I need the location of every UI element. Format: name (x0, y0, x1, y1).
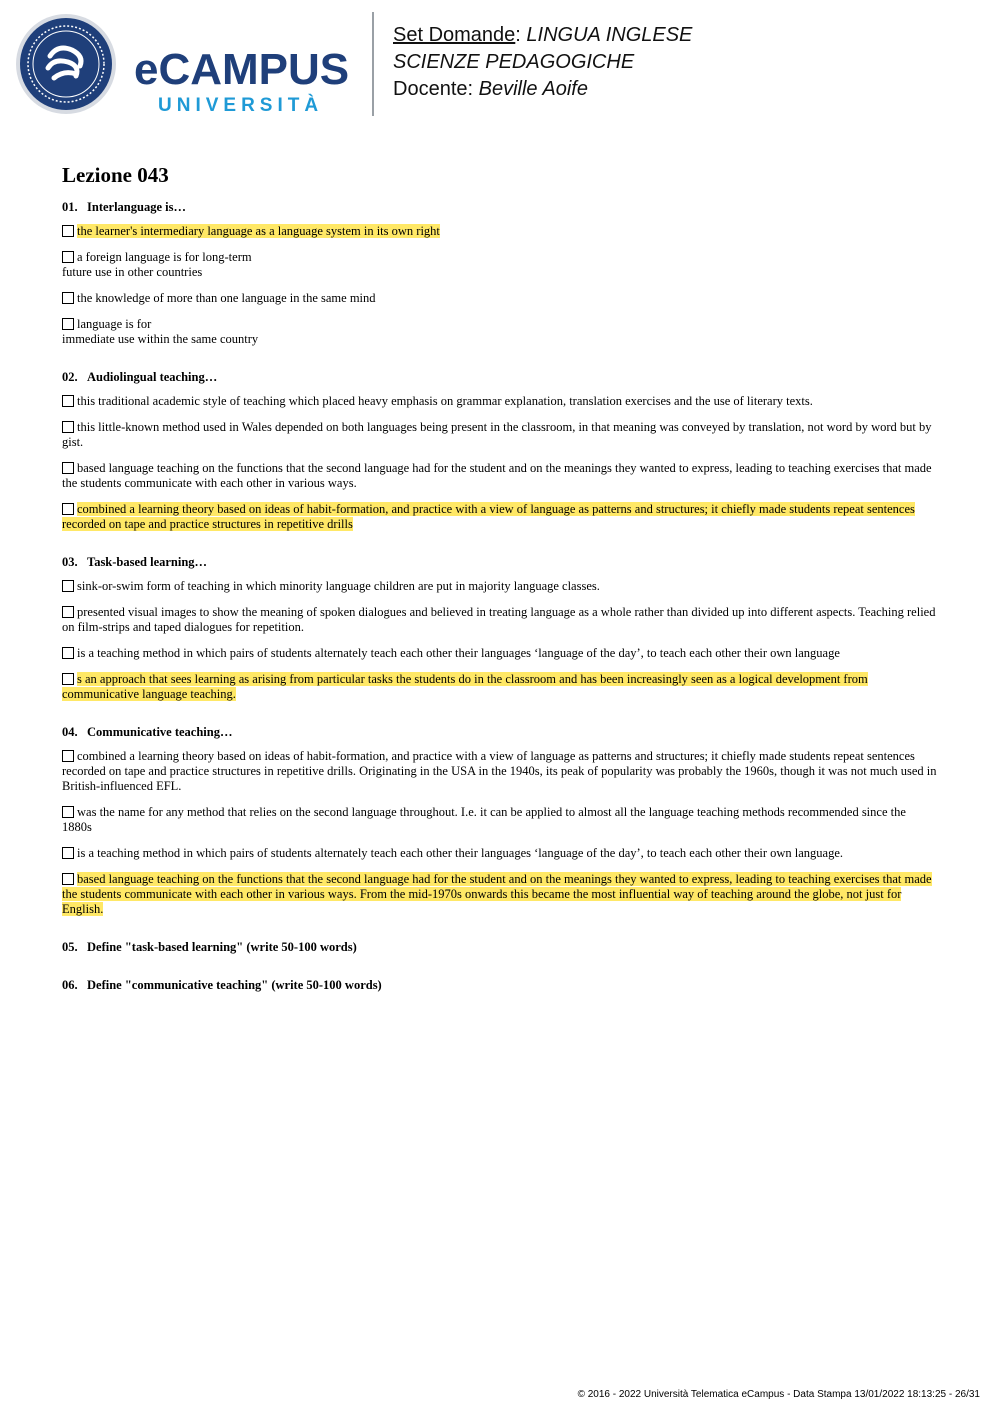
lesson-content (62, 163, 938, 1015)
course-name: SCIENZE PEDAGOGICHE (393, 51, 635, 73)
answer-text: the knowledge of more than one language in the same mind (77, 291, 376, 305)
answer-text: future use in other countries (62, 265, 203, 279)
answer-checkbox[interactable] (62, 503, 74, 515)
question-text: Define "task-based learning" (write 50-100 words) (87, 940, 357, 954)
question-text: Audiolingual teaching… (87, 370, 218, 384)
answer-option (62, 605, 938, 635)
question-text: Communicative teaching… (87, 725, 233, 739)
brand-name: eCAMPUS (134, 45, 350, 94)
brand-subtitle: UNIVERSITÀ (158, 95, 324, 116)
question-title (62, 199, 938, 215)
answer-text: combined a learning theory based on ideas of habit-formation, and practice with a view of language as patterns and structures; it chiefly made students repeat sentences recorded on tape and practice structures in repetitive drills (62, 502, 915, 531)
teacher-name: Beville Aoife (478, 78, 588, 100)
answer-checkbox[interactable] (62, 673, 74, 685)
answer-text: combined a learning theory based on ideas of habit-formation, and practice with a view of language as patterns and structures; it chiefly made students repeat sentences recorded on tape and practice structures in repetitive drills. Originating in the USA in the 1940s, its peak of popularity was probably the 1960s, though it was not much used in British-influenced EFL. (62, 749, 937, 793)
answer-checkbox[interactable] (62, 292, 74, 304)
course-info (393, 22, 973, 103)
question-number: 01. (62, 200, 78, 214)
answer-text: based language teaching on the functions that the second language had for the student and on the meanings they wanted to express, leading to teaching exercises that made the students communicate with each other in various ways. (62, 461, 932, 490)
question-number: 05. (62, 940, 78, 954)
answer-text: immediate use within the same country (62, 332, 259, 346)
set-value: LINGUA INGLESE (526, 24, 693, 46)
answer-text: s an approach that sees learning as arising from particular tasks the students do in the classroom and has been increasingly seen as a logical development from communicative language teaching. (62, 672, 868, 701)
answer-text: language is for (77, 317, 152, 331)
answer-text: is a teaching method in which pairs of students alternately teach each other their languages ‘language of the day’, to teach each other their own language. (77, 846, 844, 860)
answer-text: is a teaching method in which pairs of students alternately teach each other their languages ‘language of the day’, to teach each other their own language (77, 646, 840, 660)
answer-option (62, 317, 938, 347)
answer-option (62, 805, 938, 835)
question-number: 04. (62, 725, 78, 739)
question-text: Define "communicative teaching" (write 50-100 words) (87, 978, 382, 992)
answer-text: this traditional academic style of teaching which placed heavy emphasis on grammar explanation, translation exercises and the use of literary texts. (77, 394, 813, 408)
answer-text: presented visual images to show the meaning of spoken dialogues and believed in treating language as a whole rather than divided up into different aspects. Teaching relied on film-strips and taped dialogues for repetition. (62, 605, 936, 634)
answer-checkbox[interactable] (62, 647, 74, 659)
answer-checkbox[interactable] (62, 806, 74, 818)
answer-option (62, 461, 938, 491)
answer-option (62, 672, 938, 702)
question-1 (62, 199, 938, 347)
answer-option (62, 224, 938, 239)
answer-option (62, 579, 938, 594)
answer-checkbox[interactable] (62, 225, 74, 237)
set-line (393, 22, 973, 49)
answer-option (62, 749, 938, 794)
answer-text: sink-or-swim form of teaching in which minority language children are put in majority language classes. (77, 579, 600, 593)
question-text: Task-based learning… (87, 555, 208, 569)
answer-option (62, 394, 938, 409)
answer-option (62, 420, 938, 450)
answer-option (62, 872, 938, 917)
question-text: Interlanguage is… (87, 200, 186, 214)
question-title (62, 724, 938, 740)
question-6 (62, 977, 938, 993)
header-divider (372, 12, 374, 116)
teacher-line (393, 76, 973, 103)
ecampus-logo (14, 12, 359, 120)
question-title (62, 554, 938, 570)
lesson-title: Lezione 043 (62, 163, 169, 187)
answer-checkbox[interactable] (62, 421, 74, 433)
question-5 (62, 939, 938, 955)
answer-text: a foreign language is for long-term (77, 250, 252, 264)
question-number: 06. (62, 978, 78, 992)
answer-option (62, 502, 938, 532)
question-3 (62, 554, 938, 702)
page-footer: © 2016 - 2022 Università Telematica eCampus - Data Stampa 13/01/2022 18:13:25 - 26/31 (577, 1389, 980, 1400)
university-seal-icon (14, 12, 118, 116)
question-title (62, 977, 938, 993)
answer-option (62, 250, 938, 280)
answer-text: based language teaching on the functions that the second language had for the student and on the meanings they wanted to express, leading to teaching exercises that made the students communicate with each other in various ways. From the mid-1970s onwards this became the most influential way of teaching around the globe, not just for English. (62, 872, 932, 916)
teacher-label: Docente: (393, 78, 474, 100)
answer-checkbox[interactable] (62, 318, 74, 330)
answer-option (62, 646, 938, 661)
answer-checkbox[interactable] (62, 395, 74, 407)
answer-option (62, 846, 938, 861)
question-2 (62, 369, 938, 532)
answer-checkbox[interactable] (62, 606, 74, 618)
answer-text: the learner's intermediary language as a language system in its own right (77, 224, 440, 238)
question-list (62, 199, 938, 993)
answer-text: was the name for any method that relies on the second language throughout. I.e. it can be applied to almost all the language teaching methods recommended since the 1880s (62, 805, 906, 834)
question-4 (62, 724, 938, 917)
answer-option (62, 291, 938, 306)
answer-checkbox[interactable] (62, 251, 74, 263)
question-number: 02. (62, 370, 78, 384)
answer-checkbox[interactable] (62, 873, 74, 885)
answer-checkbox[interactable] (62, 462, 74, 474)
set-label: Set Domande (393, 24, 516, 46)
answer-checkbox[interactable] (62, 580, 74, 592)
set-colon: : (515, 24, 527, 46)
question-title (62, 939, 938, 955)
answer-text: this little-known method used in Wales depended on both languages being present in the classroom, in that meaning was conveyed by translation, not word by word but by gist. (62, 420, 932, 449)
question-number: 03. (62, 555, 78, 569)
question-title (62, 369, 938, 385)
answer-checkbox[interactable] (62, 750, 74, 762)
answer-checkbox[interactable] (62, 847, 74, 859)
